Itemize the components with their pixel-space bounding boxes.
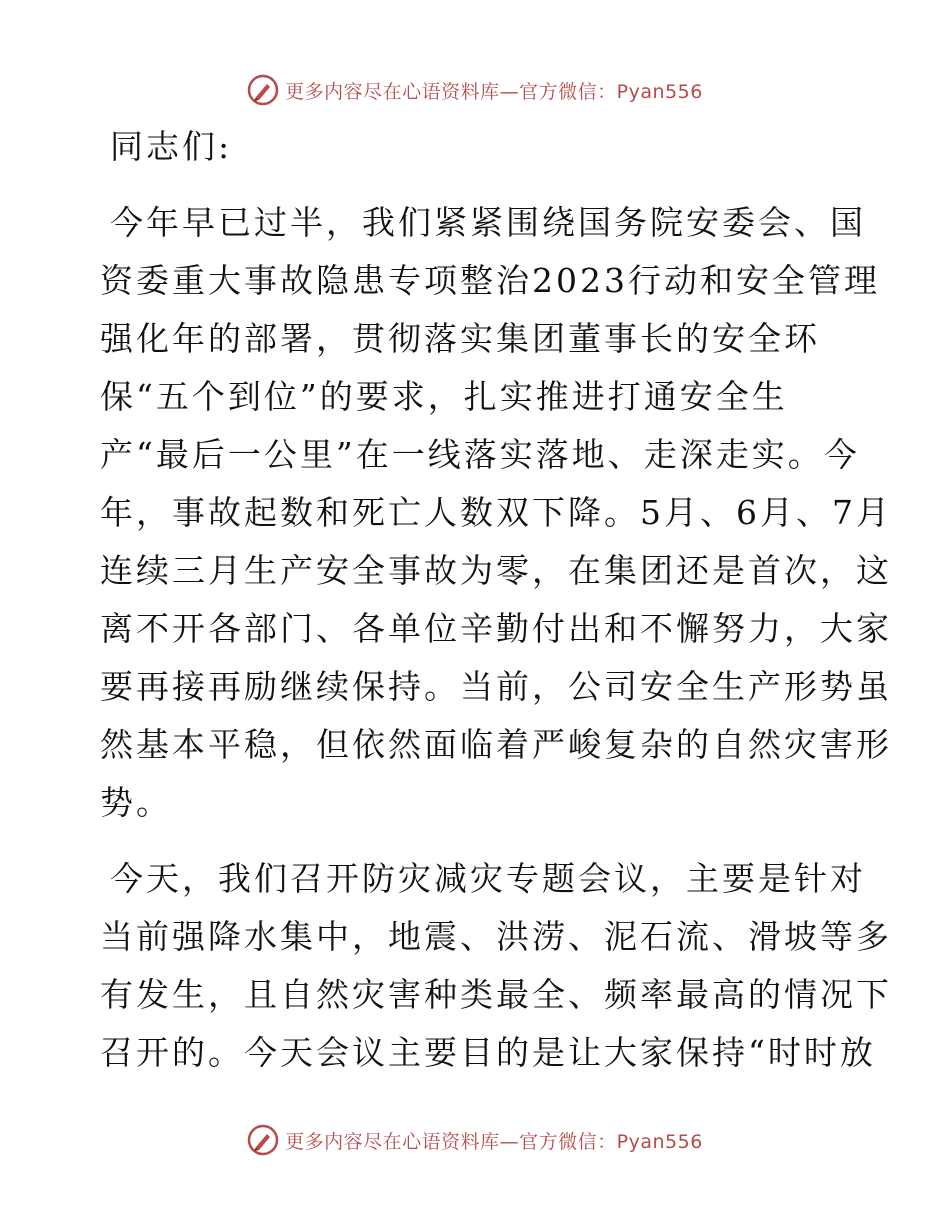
header-watermark [0,70,950,110]
paragraph-1 [100,194,892,832]
footer-watermark [0,1120,950,1160]
banner-text: 更多内容尽在心语资料库—官方微信：Pyan556 [285,80,703,103]
text-line: 势。 [100,783,172,822]
text-line: 离不开各部门、各单位辛勤付出和不懈努力，大家 [100,609,892,648]
text-line: 今天，我们召开防灾减灾专题会议，主要是针对 [110,859,866,898]
text-line: 保“五个到位”的要求，扎实推进打通安全生 [100,377,788,416]
text-line: 年，事故起数和死亡人数双下降。5月、6月、7月 [100,493,892,532]
text-line: 产“最后一公里”在一线落实落地、走深走实。今 [100,435,860,474]
text-line: 强化年的部署，贯彻落实集团董事长的安全环 [100,319,820,358]
pen-logo-icon [247,1124,279,1156]
salutation: 同志们: [110,127,233,166]
text-line: 资委重大事故隐患专项整治2023行动和安全管理 [100,261,880,300]
banner-text: 更多内容尽在心语资料库—官方微信：Pyan556 [285,1130,703,1153]
paragraph-2 [100,850,892,1082]
text-line: 要再接再励继续保持。当前，公司安全生产形势虽 [100,667,892,706]
text-line: 召开的。今天会议主要目的是让大家保持“时时放 [100,1033,876,1072]
text-line: 今年早已过半，我们紧紧围绕国务院安委会、国 [110,203,866,242]
text-line: 当前强降水集中，地震、洪涝、泥石流、滑坡等多 [100,917,892,956]
text-line: 有发生，且自然灾害种类最全、频率最高的情况下 [100,975,892,1014]
pen-logo-icon [247,74,279,106]
text-line: 然基本平稳，但依然面临着严峻复杂的自然灾害形 [100,725,892,764]
document-body [100,118,892,1082]
text-line: 连续三月生产安全事故为零，在集团还是首次，这 [100,551,892,590]
